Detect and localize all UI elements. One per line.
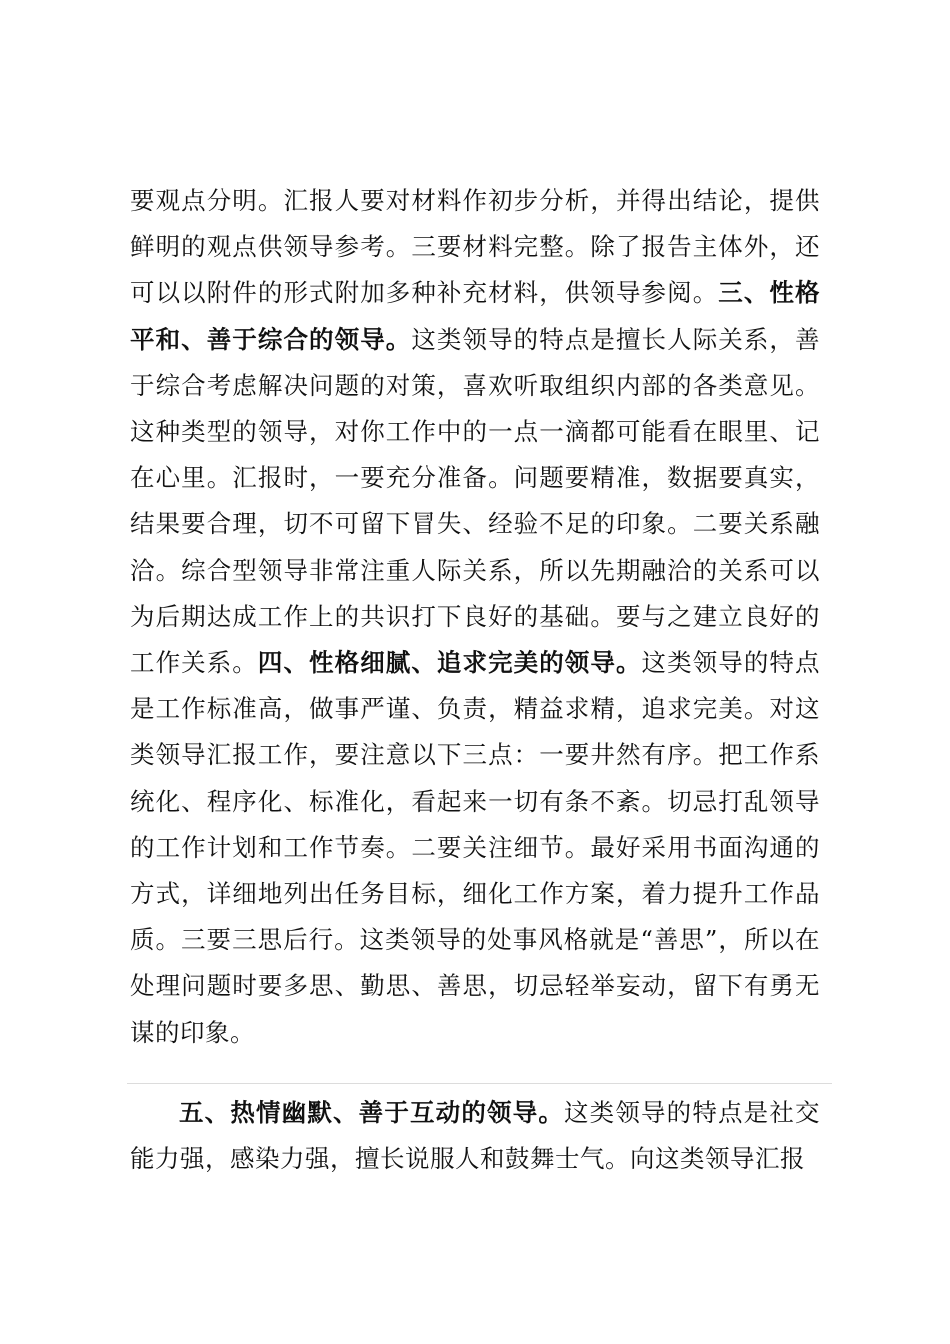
- section-heading-3: 三、性格平和、善于综合的领导。: [130, 278, 821, 354]
- paragraph-text: 这类领导的特点是社交能力强，感染力强，擅长说服人和鼓舞士气。向这类领导汇报: [130, 1098, 820, 1174]
- paragraph-text: 要观点分明。汇报人要对材料作初步分析，并得出结论，提供鲜明的观点供领导参考。三要材料完整。除了报告主体外，还可以以附件的形式附加多种补充材料，供领导参阅。: [130, 186, 820, 308]
- body-paragraph: [130, 1090, 820, 1182]
- body-paragraph: [130, 178, 820, 1056]
- paragraph-text: 这类领导的特点是工作标准高，做事严谨、负责，精益求精，追求完美。对这类领导汇报工作，要注意以下三点：一要井然有序。把工作系统化、程序化、标准化，看起来一切有条不紊。切忌打乱领导的工作计划和工作节奏。二要关注细节。最好采用书面沟通的方式，详细地列出任务目标，细化工作方案，着力提升工作品质。三要三思后行。这类领导的处事风格就是“善思”，所以在处理问题时要多思、勤思、善思，切忌轻举妄动，留下有勇无谋的印象。: [130, 648, 821, 1047]
- paragraph-text: 这类领导的特点是擅长人际关系，善于综合考虑解决问题的对策，喜欢听取组织内部的各类意见。这种类型的领导，对你工作中的一点一滴都可能看在眼里、记在心里。汇报时，一要充分准备。问题要精准，数据要真实，结果要合理，切不可留下冒失、经验不足的印象。二要关系融洽。综合型领导非常注重人际关系，所以先期融洽的关系可以为后期达成工作上的共识打下良好的基础。要与之建立良好的工作关系。: [130, 324, 821, 678]
- section-heading-4: 四、性格细腻、追求完美的领导。: [257, 648, 642, 678]
- section-heading-5: 五、热情幽默、善于互动的领导。: [179, 1098, 564, 1127]
- page-break-divider: [127, 1083, 832, 1084]
